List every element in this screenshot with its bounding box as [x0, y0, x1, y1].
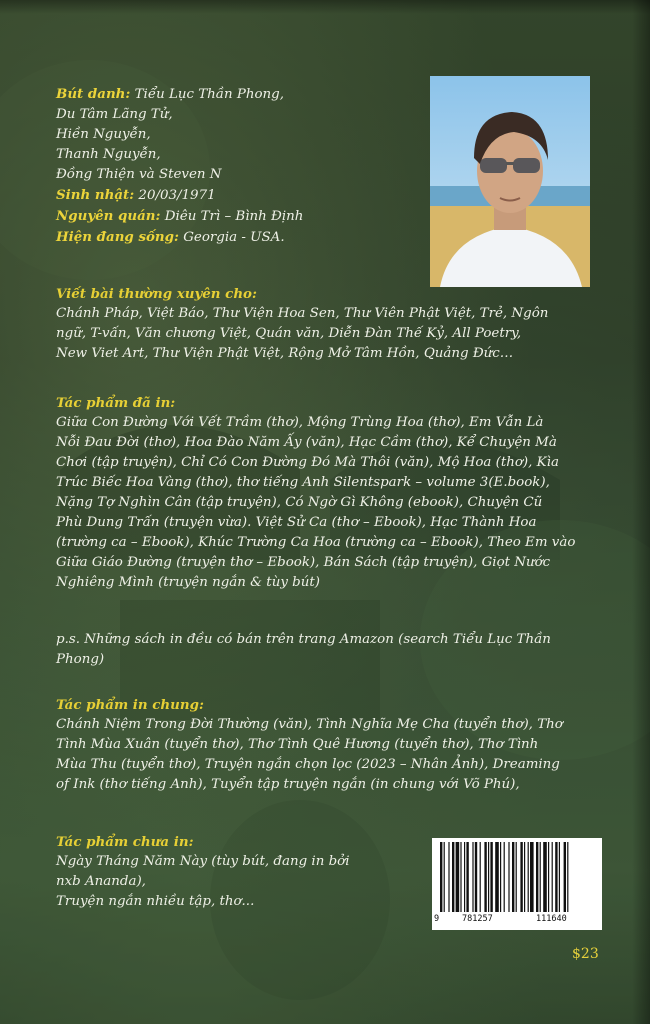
writes-for-section [56, 284, 616, 364]
barcode-bar [508, 842, 509, 912]
barcode-bar [475, 842, 477, 912]
pen-name-alt: Thanh Nguyễn, [56, 147, 161, 162]
barcode-bar [456, 842, 460, 912]
barcode-bar [472, 842, 473, 912]
text-line: Ngày Tháng Năm Này (tùy bút, đang in bởi [56, 854, 350, 869]
section-heading: Tác phẩm in chung: [56, 697, 204, 713]
barcode-bar [500, 842, 501, 912]
section-heading: Tác phẩm đã in: [56, 395, 176, 411]
barcode-bar [567, 842, 568, 912]
birthday-line [56, 185, 416, 206]
birthday-label: Sinh nhật: [56, 187, 135, 203]
pen-name-value: Tiểu Lục Thần Phong, [130, 87, 285, 102]
author-photo [430, 76, 590, 287]
text-line: New Viet Art, Thư Viện Phật Việt, Rộng Mở Tâm Hồn, Quảng Đức… [56, 346, 514, 361]
text-line: (trường ca – Ebook), Khúc Trường Ca Hoa (trường ca – Ebook), Theo Em vào [56, 535, 576, 550]
isbn-barcode [432, 838, 602, 930]
published-works-section [56, 393, 616, 593]
barcode-bar [530, 842, 534, 912]
barcode-bar [564, 842, 566, 912]
barcode-bar [555, 842, 557, 912]
barcode-bar [516, 842, 517, 912]
residence-value: Georgia - USA. [178, 230, 285, 245]
author-portrait-image [430, 76, 590, 287]
pen-name-alt: Hiền Nguyễn, [56, 127, 151, 142]
barcode-bar [512, 842, 514, 912]
text-line: Nghiêng Mình (truyện ngắn & tùy bút) [56, 575, 320, 590]
barcode-bar [448, 842, 449, 912]
barcode-bar [559, 842, 560, 912]
section-heading: Viết bài thường xuyên cho: [56, 286, 257, 302]
barcode-bar [440, 842, 442, 912]
barcode-bar [536, 842, 538, 912]
text-line: p.s. Những sách in đều có bán trên trang Amazon (search Tiểu Lục Thần [56, 632, 551, 647]
barcode-bar [548, 842, 549, 912]
pen-name-line [56, 84, 416, 105]
barcode-bar [520, 842, 522, 912]
barcode-digit-group: 9 [434, 914, 440, 924]
residence-line [56, 227, 416, 248]
text-line: Trúc Biếc Hoa Vàng (thơ), thơ tiếng Anh Silentspark – volume 3(E.book), [56, 475, 550, 490]
text-line: Giữa Giáo Đường (truyện thơ – Ebook), Bán Sách (tập truyện), Giọt Nước [56, 555, 551, 570]
barcode-bar [466, 842, 468, 912]
barcode-bar [524, 842, 525, 912]
barcode-bar [552, 842, 553, 912]
text-line: Chơi (tập truyện), Chỉ Có Con Đường Đó Mà Thôi (văn), Mộ Hoa (thơ), Kìa [56, 455, 559, 470]
text-line: Nỗi Đau Đời (thơ), Hoa Đào Năm Ấy (văn), Hạc Cầm (thơ), Kể Chuyện Mà [56, 435, 557, 450]
barcode-digit-group: 111640 [536, 914, 567, 924]
text-line: Truyện ngắn nhiều tập, thơ... [56, 894, 255, 909]
unpublished-works-section [56, 832, 406, 912]
barcode-bar [495, 842, 499, 912]
joint-works-section [56, 695, 616, 795]
barcode-bar [444, 842, 445, 912]
origin-line [56, 206, 416, 227]
residence-label: Hiện đang sống: [56, 229, 179, 245]
origin-label: Nguyên quán: [56, 208, 161, 224]
text-line: of Ink (thơ tiếng Anh), Tuyển tập truyện ngắn (in chung với Võ Phú), [56, 777, 520, 792]
barcode-bar [452, 842, 454, 912]
birthday-value: 20/03/1971 [134, 188, 216, 203]
pen-name-label: Bút danh: [56, 86, 131, 102]
barcode-bar [540, 842, 541, 912]
barcode-bar [504, 842, 505, 912]
price-label: $23 [572, 946, 599, 962]
barcode-bar [528, 842, 529, 912]
text-line: Mùa Thu (tuyển thơ), Truyện ngắn chọn lọc (2023 – Nhân Ảnh), Dreaming [56, 757, 560, 772]
barcode-digit-group: 781257 [462, 914, 493, 924]
barcode-bars [432, 838, 602, 914]
barcode-bar [543, 842, 547, 912]
text-line: Chánh Pháp, Việt Báo, Thư Viện Hoa Sen, Thư Viên Phật Việt, Trẻ, Ngôn [56, 306, 549, 321]
text-line: Chánh Niệm Trong Đời Thường (văn), Tình Nghĩa Mẹ Cha (tuyển thơ), Thơ [56, 717, 563, 732]
text-line: nxb Ananda), [56, 874, 146, 889]
author-bio [56, 84, 416, 248]
ps-note [56, 630, 616, 670]
barcode-digits [432, 914, 602, 928]
origin-value: Diêu Trì – Bình Định [160, 209, 304, 224]
pen-name-alt: Du Tâm Lãng Tử, [56, 107, 173, 122]
text-line: Giữa Con Đường Với Vết Trầm (thơ), Mộng Trùng Hoa (thơ), Em Vẫn Là [56, 415, 544, 430]
top-edge-shadow [0, 0, 650, 14]
text-line: Tình Mùa Xuân (tuyển thơ), Thơ Tình Quê Hương (tuyển thơ), Thơ Tình [56, 737, 539, 752]
barcode-bar [490, 842, 492, 912]
text-line: ngữ, T-vấn, Văn chương Việt, Quán văn, Diễn Đàn Thế Kỷ, All Poetry, [56, 326, 522, 341]
barcode-bar [464, 842, 465, 912]
text-line: Phong) [56, 652, 105, 667]
pen-name-alt: Đồng Thiện và Steven N [56, 167, 222, 182]
section-heading: Tác phẩm chưa in: [56, 834, 194, 850]
text-line: Phù Dung Trấn (truyện vừa). Việt Sử Ca (thơ – Ebook), Hạc Thành Hoa [56, 515, 537, 530]
barcode-bar [488, 842, 489, 912]
barcode-bar [460, 842, 461, 912]
barcode-bar [480, 842, 481, 912]
spine-shadow [632, 0, 650, 1024]
barcode-bar [484, 842, 486, 912]
text-line: Nặng Tợ Nghìn Cân (tập truyện), Có Ngờ Gì Không (ebook), Chuyện Cũ [56, 495, 543, 510]
